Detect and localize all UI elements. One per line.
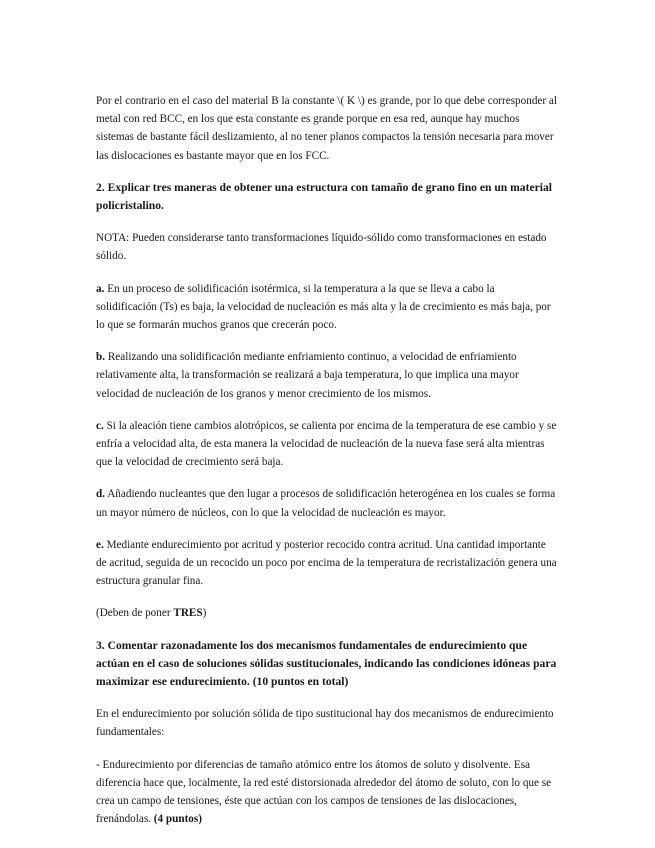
document-page <box>96 92 558 843</box>
deben-prefix: (Deben de poner <box>96 607 174 620</box>
list-item <box>96 536 558 591</box>
deben-suffix: ) <box>202 607 207 620</box>
points-label: (4 puntos) <box>153 813 202 826</box>
item-letter: d. <box>96 488 106 501</box>
question-2-heading: 2. Explicar tres maneras de obtener una estructura con tamaño de grano fino en un material policristalino. <box>96 180 552 213</box>
paragraph-text: - Endurecimiento por diferencias de tamaño atómico entre los átomos de soluto y disolvente. Esa diferencia hace que, localmente, la red esté distorsionada alrededor del átomo de soluto, con lo que se crea un campo de tensiones, éste que actúan con los campos de tensiones de las dislocaciones, frenándolas. <box>96 758 552 826</box>
note-paragraph: NOTA: Pueden considerarse tanto transformaciones líquido-sólido como transformaciones en estado sólido. <box>96 232 547 263</box>
item-text: Realizando una solidificación mediante enfriamiento continuo, a velocidad de enfriamiento relativamente alta, la transformación se realizará a baja temperatura, lo que implica una mayor velocidad de nucleación de los granos y menor crecimiento de los mismos. <box>96 351 519 400</box>
paragraph-tamano-atomico <box>96 756 558 829</box>
paragraph-mecanismos: En el endurecimiento por solución sólida de tipo sustitucional hay dos mecanismos de endurecimiento fundamentales: <box>96 708 554 739</box>
item-text: Si la aleación tiene cambios alotrópicos, se calienta por encima de la temperatura de ese cambio y se enfría a velocidad alta, de esta manera la velocidad de nucleación de la nueva fase será alta mientras que la velocidad de crecimiento será baja. <box>96 419 557 469</box>
list-item <box>96 348 558 403</box>
item-letter: c. <box>96 419 104 432</box>
list-item <box>96 417 558 472</box>
item-text: En un proceso de solidificación isotérmica, si la temperatura a la que se lleva a cabo la solidificación (Ts) es baja, la velocidad de nucleación es más alta y la de crecimiento es más baja, por lo que se formarán muchos granos que crecerán poco. <box>96 282 551 332</box>
deben-bold: TRES <box>173 607 203 620</box>
item-letter: b. <box>96 351 106 364</box>
list-item <box>96 280 558 335</box>
item-text: Mediante endurecimiento por acritud y posterior recocido contra acritud. Una cantidad importante de acritud, seguida de un recocido un poco por encima de la temperatura de recristalización genera una estructura granular fina. <box>96 538 557 588</box>
item-letter: a. <box>96 282 105 295</box>
item-letter: e. <box>96 538 104 551</box>
list-item <box>96 485 558 521</box>
item-text: Añadiendo nucleantes que den lugar a procesos de solidificación heterogénea en los cuales se forma un mayor número de núcleos, con lo que la velocidad de nucleación es mayor. <box>96 488 556 519</box>
deben-note <box>96 604 558 622</box>
paragraph-material-b: Por el contrario en el caso del material B la constante \( K \) es grande, por lo que debe corresponder al metal con red BCC, en los que esta constante es grande porque en esa red, aunque hay muchos sistemas de bastante fácil deslizamiento, al no tener planos compactos la tensión necesaria para mover las dislocaciones es bastante mayor que en los FCC. <box>96 95 557 162</box>
question-3-heading: 3. Comentar razonadamente los dos mecanismos fundamentales de endurecimiento que actúan en el caso de soluciones sólidas sustitucionales, indicando las condiciones idóneas para maximizar ese endurecimiento. (10 puntos en total) <box>96 638 557 689</box>
